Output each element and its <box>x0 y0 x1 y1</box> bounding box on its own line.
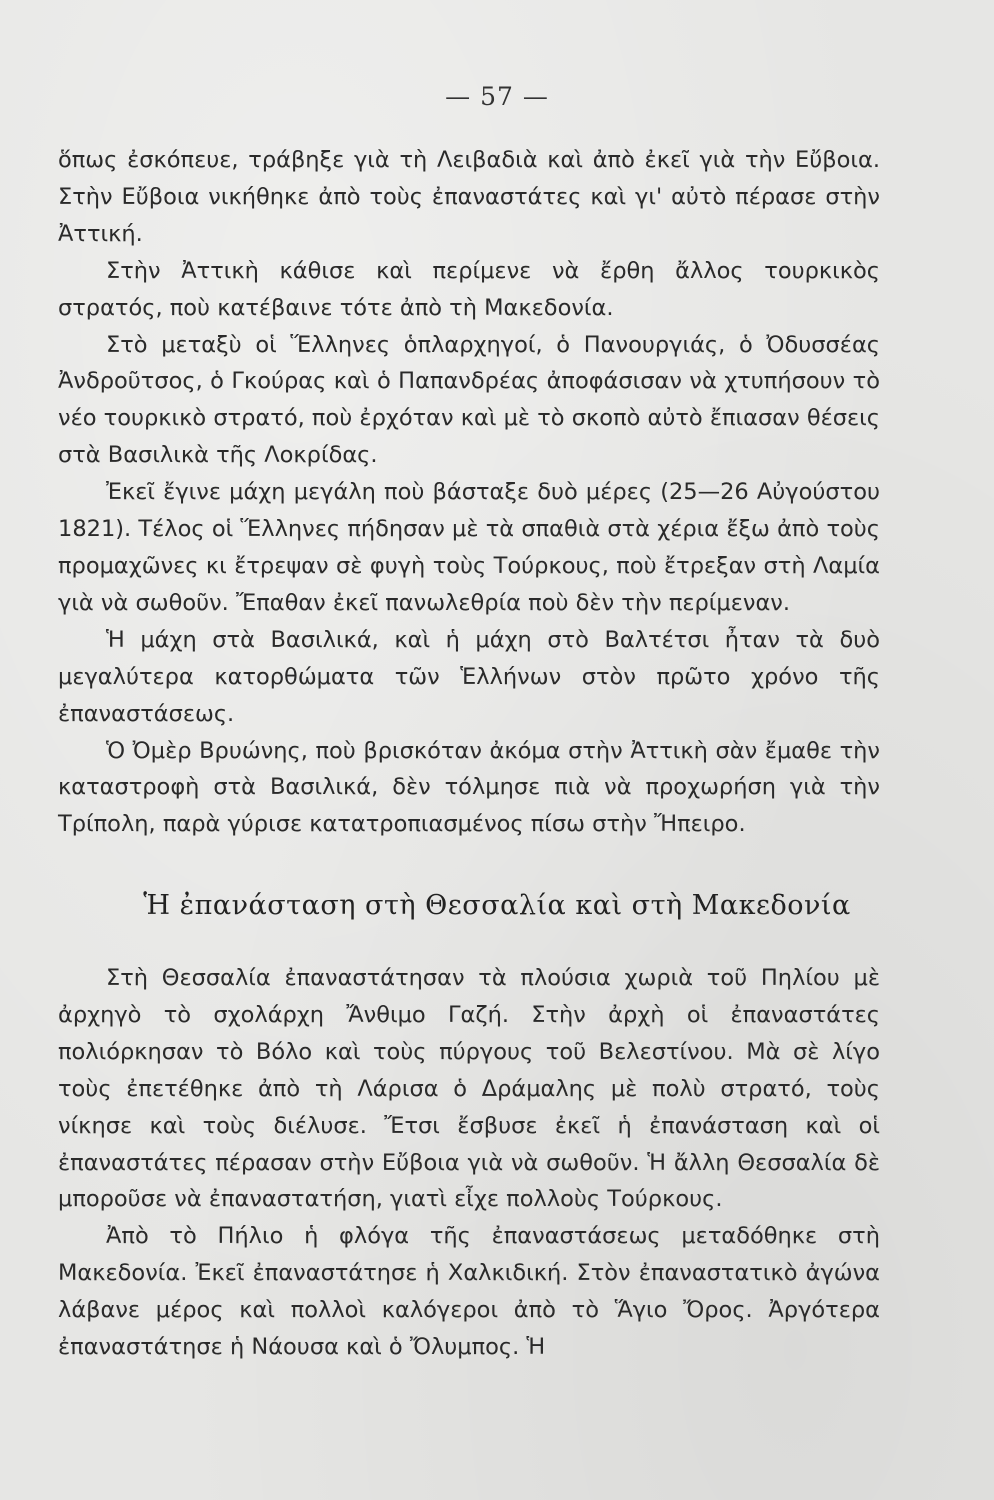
paragraph: Στὴ Θεσσαλία ἐπαναστάτησαν τὰ πλούσια χωριὰ τοῦ Πηλίου μὲ ἀρχηγὸ τὸ σχολάρχη Ἄνθιμο Γαζή. Στὴν ἀρχὴ οἱ ἐπαναστάτες πολιόρκησαν τὸ Βόλο καὶ τοὺς πύργους τοῦ Βελεστίνου. Μὰ σὲ λίγο τοὺς ἐπετέθηκε ἀπὸ τὴ Λάρισα ὁ Δράμαλης μὲ πολὺ στρατό, τοὺς νίκησε καὶ τοὺς διέλυσε. Ἔτσι ἔσβυσε ἐκεῖ ἡ ἐπανάσταση καὶ οἱ ἐπαναστάτες πέρασαν στὴν Εὔβοια γιὰ νὰ σωθοῦν. Ἡ ἄλλη Θεσσαλία δὲ μποροῦσε νὰ ἐπαναστατήση, γιατὶ εἶχε πολλοὺς Τούρκους. <box>58 965 880 1213</box>
paragraph: ὅπως ἐσκόπευε, τράβηξε γιὰ τὴ Λειβαδιὰ καὶ ἀπὸ ἐκεῖ γιὰ τὴν Εὔβοια. Στὴν Εὔβοια νικήθηκε ἀπὸ τοὺς ἐπαναστάτες καὶ γι' αὐτὸ πέρασε στὴν Ἀττική. <box>58 147 880 247</box>
text-block-bottom <box>58 960 880 1366</box>
text-block-top <box>58 142 880 843</box>
paragraph: Στὴν Ἀττικὴ κάθισε καὶ περίμενε νὰ ἔρθη ἄλλος τουρκικὸς στρατός, ποὺ κατέβαινε τότε ἀπὸ τὴ Μακεδονία. <box>58 257 880 321</box>
paragraph: Στὸ μεταξὺ οἱ Ἕλληνες ὁπλαρχηγοί, ὁ Πανουργιάς, ὁ Ὀδυσσέας Ἀνδροῦτσος, ὁ Γκούρας καὶ ὁ Παπανδρέας ἀποφάσισαν νὰ χτυπήσουν τὸ νέο τουρκικὸ στρατό, ποὺ ἐρχόταν καὶ μὲ τὸ σκοπὸ αὐτὸ ἔπιασαν θέσεις στὰ Βασιλικὰ τῆς Λοκρίδας. <box>58 331 880 469</box>
paragraph: Ἡ μάχη στὰ Βασιλικά, καὶ ἡ μάχη στὸ Βαλτέτσι ἦταν τὰ δυὸ μεγαλύτερα κατορθώματα τῶν Ἑλλήνων στὸν πρῶτο χρόνο τῆς ἐπαναστάσεως. <box>58 626 880 727</box>
paragraph: Ἀπὸ τὸ Πήλιο ἡ φλόγα τῆς ἐπαναστάσεως μεταδόθηκε στὴ Μακεδονία. Ἐκεῖ ἐπαναστάτησε ἡ Χαλκιδική. Στὸν ἐπαναστατικὸ ἀγώνα λάβανε μέρος καὶ πολλοὶ καλόγεροι ἀπὸ τὸ Ἅγιο Ὄρος. Ἀργότερα ἐπαναστάτησε ἡ Νάουσα καὶ ὁ Ὄλυμπος. Ἡ <box>58 1223 880 1361</box>
page-number: — 57 — <box>445 82 549 111</box>
paragraph: Ἐκεῖ ἔγινε μάχη μεγάλη ποὺ βάσταξε δυὸ μέρες (25—26 Αὐγούστου 1821). Τέλος οἱ Ἕλληνες πήδησαν μὲ τὰ σπαθιὰ στὰ χέρια ἔξω ἀπὸ τοὺς προμαχῶνες κι ἔτρεψαν σὲ φυγὴ τοὺς Τούρκους, ποὺ ἔτρεξαν στὴ Λαμία γιὰ νὰ σωθοῦν. Ἔπαθαν ἐκεῖ πανωλεθρία ποὺ δὲν τὴν περίμεναν. <box>58 479 880 616</box>
section-heading: Ἡ ἐπανάσταση στὴ Θεσσαλία καὶ στὴ Μακεδονία <box>143 890 851 921</box>
paragraph: Ὁ Ὀμὲρ Βρυώνης, ποὺ βρισκόταν ἀκόμα στὴν Ἀττικὴ σὰν ἔμαθε τὴν καταστροφὴ στὰ Βασιλικά, δὲν τόλμησε πιὰ νὰ προχωρήση γιὰ τὴν Τρίπολη, παρὰ γύρισε κατατροπιασμένος πίσω στὴν Ἤπειρο. <box>58 737 880 838</box>
